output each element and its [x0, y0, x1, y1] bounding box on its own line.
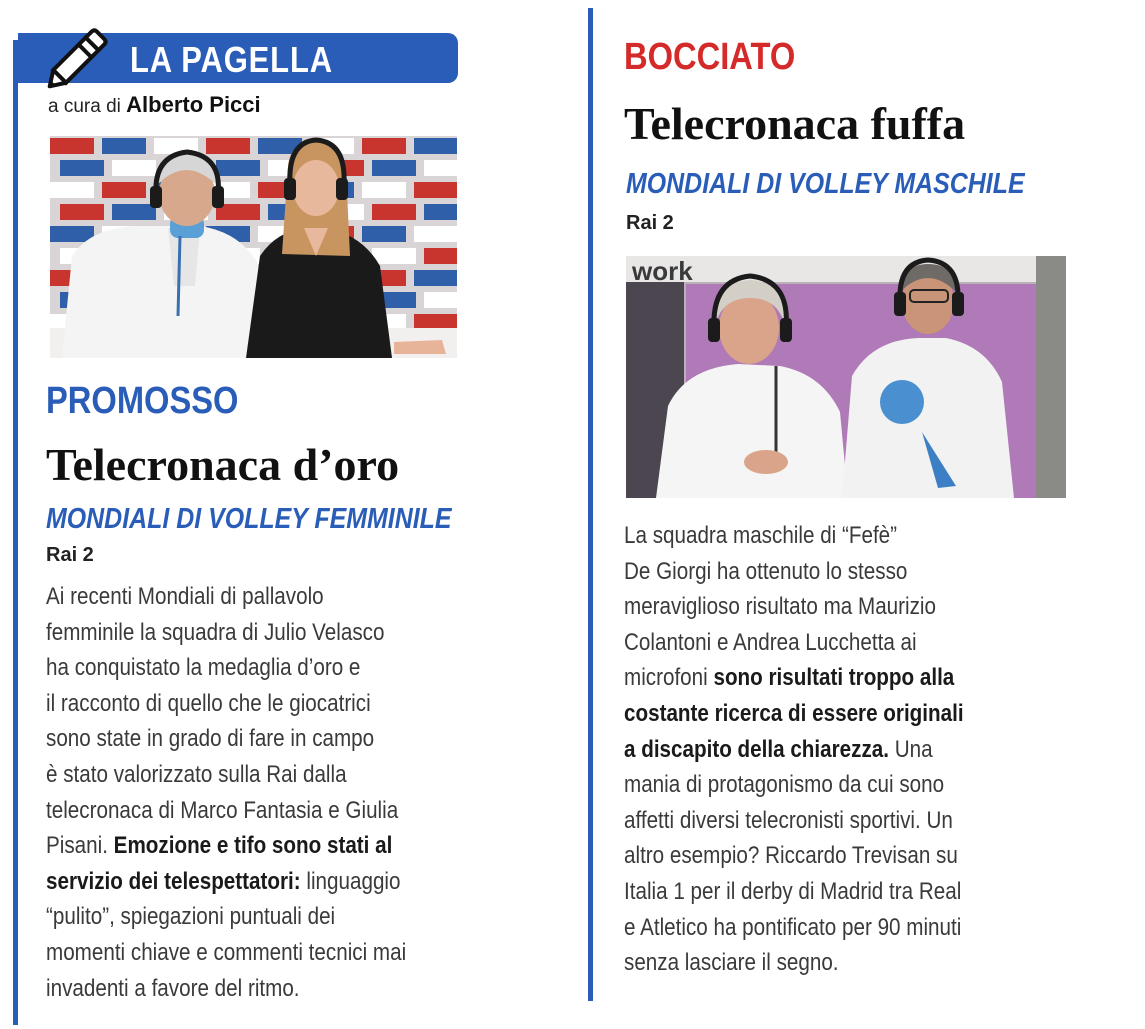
body-line [46, 864, 406, 900]
body-line [46, 757, 406, 793]
body-line [46, 793, 406, 829]
body-line [46, 971, 406, 1007]
backdrop-tile [424, 160, 457, 176]
backdrop-tile [50, 138, 94, 154]
backdrop-tile [424, 204, 457, 220]
body-bold-run: a discapito della chiarezza. [624, 735, 889, 763]
backdrop-tile [50, 226, 94, 242]
body-line [46, 686, 406, 722]
backdrop-tile [206, 138, 250, 154]
body-bold-run: sono risultati troppo alla [713, 664, 955, 692]
body-run: Colantoni e Andrea Lucchetta ai [624, 628, 917, 656]
body-run: affetti diversi telecronisti sportivi. Un [624, 806, 953, 834]
backdrop-tile [372, 160, 416, 176]
banner-title: LA PAGELLA [130, 39, 333, 80]
body-run: “pulito”, spiegazioni puntuali dei [46, 903, 336, 931]
body-line [624, 732, 964, 768]
body-run: Una [888, 735, 933, 763]
body-bold-run: costante ricerca di essere originali [624, 699, 964, 727]
headline-promoted: Telecronaca d’oro [46, 439, 400, 490]
body-line [624, 767, 964, 803]
backdrop-tile [424, 292, 457, 308]
backdrop-tile [414, 182, 457, 198]
section-label-women: MONDIALI DI VOLLEY FEMMINILE [46, 503, 452, 535]
photo-commentators-women-final [50, 136, 457, 358]
body-run: e Atletico ha pontificato per 90 minuti [624, 913, 962, 941]
backdrop-tile [112, 160, 156, 176]
body-run: femminile la squadra di Julio Velasco [46, 618, 385, 646]
body-run: linguaggio [300, 867, 401, 895]
body-run: telecronaca di Marco Fantasia e Giulia [46, 796, 399, 824]
body-run: ha conquistato la medaglia d’oro e [46, 654, 361, 682]
body-run: Ai recenti Mondiali di pallavolo [46, 583, 324, 610]
body-line [624, 589, 964, 625]
backdrop-tile [362, 182, 406, 198]
body-line [624, 554, 964, 590]
body-run: Pisani. [46, 832, 114, 860]
byline-prefix: a cura di [48, 96, 121, 117]
body-run: altro esempio? Riccardo Trevisan su [624, 842, 958, 870]
column-divider [588, 8, 593, 1001]
body-run: il racconto di quello che le giocatrici [46, 689, 371, 717]
body-line [46, 721, 406, 757]
body-line [624, 625, 964, 661]
backdrop-work-text: work [632, 256, 693, 286]
backdrop-tile [60, 160, 104, 176]
body-line [46, 650, 406, 686]
body-line [46, 579, 406, 615]
backdrop-tile [102, 182, 146, 198]
body-run: microfoni [624, 664, 714, 692]
body-run: La squadra maschile di “Fefè” [624, 522, 898, 549]
backdrop-tile [102, 138, 146, 154]
headline-rejected: Telecronaca fuffa [624, 98, 966, 149]
backdrop-tile [372, 248, 416, 264]
photo-commentators-men [626, 256, 1066, 498]
backdrop-tile [414, 226, 457, 242]
backdrop-tile [362, 226, 406, 242]
body-line [624, 803, 964, 839]
body-line [46, 899, 406, 935]
body-run: momenti chiave e commenti tecnici mai [46, 938, 407, 966]
body-run: Italia 1 per il derby di Madrid tra Real [624, 877, 962, 905]
body-line [624, 838, 964, 874]
body-line [624, 945, 964, 981]
pencil-icon [38, 18, 118, 98]
body-run: è stato valorizzato sulla Rai dalla [46, 760, 347, 788]
body-run: senza lasciare il segno. [624, 949, 839, 977]
body-line [624, 874, 964, 910]
body-run: meraviglioso risultato ma Maurizio [624, 593, 937, 621]
body-line [624, 910, 964, 946]
byline-author: Alberto Picci [126, 92, 261, 117]
backdrop-tile [414, 314, 457, 330]
backdrop-tile [112, 204, 156, 220]
body-run: De Giorgi ha ottenuto lo stesso [624, 557, 908, 585]
channel-label: Rai 2 [626, 212, 674, 234]
backdrop-tile [372, 204, 416, 220]
body-line [624, 696, 964, 732]
body-line [46, 828, 406, 864]
body-run: invadenti a favore del ritmo. [46, 974, 300, 1002]
backdrop-tile [424, 248, 457, 264]
body-line [46, 935, 406, 971]
backdrop-tile [50, 182, 94, 198]
channel-label: Rai 2 [46, 544, 94, 566]
verdict-promoted: PROMOSSO [46, 380, 239, 422]
section-label-men: MONDIALI DI VOLLEY MASCHILE [626, 168, 1025, 200]
backdrop-tile [216, 160, 260, 176]
byline [48, 92, 261, 118]
body-line [624, 518, 964, 554]
body-bold-run: Emozione e tifo sono stati al [113, 832, 393, 860]
body-run: sono state in grado di fare in campo [46, 725, 375, 753]
backdrop-tile [60, 204, 104, 220]
review-body-rejected [624, 518, 1019, 981]
body-bold-run: servizio dei telespettatori: [46, 867, 301, 895]
left-column-rule [13, 40, 18, 1025]
verdict-rejected: BOCCIATO [624, 36, 796, 78]
body-line [46, 615, 406, 651]
body-line [624, 660, 964, 696]
review-body-promoted [46, 579, 465, 1006]
backdrop-tile [414, 270, 457, 286]
body-run: mania di protagonismo da cui sono [624, 771, 945, 799]
backdrop-tile [414, 138, 457, 154]
backdrop-tile [362, 138, 406, 154]
